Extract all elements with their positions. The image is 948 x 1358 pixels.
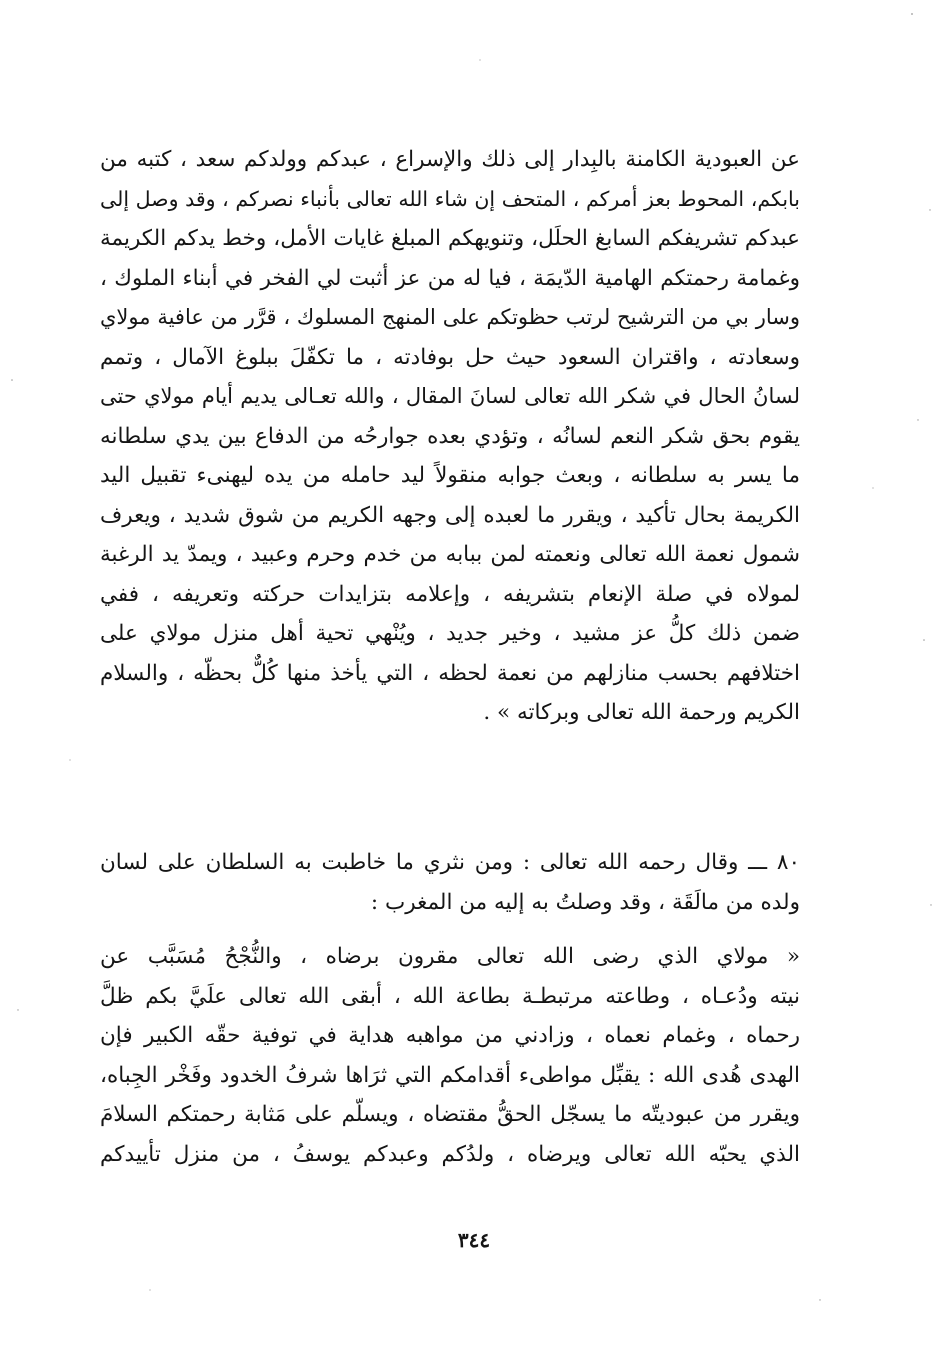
letter-paragraph (100, 140, 800, 733)
text-line: وغمامة رحمتكم الهامية الدّيمَة ، فيا له من عز أثبت لي الفخر في أبناء الملوك ، (100, 265, 800, 291)
text-line: « مولاي الذي رضى الله تعالى مقرون برضاه ، والنُّجْحُ مُسَبَّب عن (100, 944, 800, 969)
text-line: ولده من مالَقَة ، وقد وصلتُ به إليه من المغرب : (370, 889, 800, 915)
text-line: لسانُ الحال في شكر الله تعالى لسانَ المقال ، والله تعـالى يديم أيام مولاي حتى (100, 384, 800, 408)
text-line: الذي يحبّه الله تعالى ويرضاه ، ولدُكم وعبدكم يوسفُ ، من منزل تأييدكم (100, 1141, 800, 1167)
text-line: الهدى هُدى الله : يقبِّل مواطىء أقدامكم التي ثرَاها شرفُ الخدود وفَخْر الجِباه، (100, 1062, 800, 1088)
text-line: شمول نعمة الله تعالى ونعمته لمن ببابه من خدم وحرم وعبيد ، ويمدّ يد الرغبة (100, 542, 800, 567)
text-line: وسعادته ، واقتران السعود حيث حل بوفادته ، ما تكفّلَ ببلوغ الآمال ، وتمم (100, 344, 800, 370)
page-number: ٣٤٤ (457, 1228, 491, 1252)
text-line: ٨٠ ـــ وقال رحمه الله تعالى : ومن نثري ما خاطبت به السلطان على لسان (100, 850, 800, 875)
section-80-heading (100, 843, 800, 922)
text-line: بابكم، المحوط بعز أمركم ، المتحف إن شاء الله تعالى بأنباء نصركم ، وقد وصل إلى (100, 186, 800, 211)
text-line: عبدكم تشريفكم السابغ الحلَل، وتنويهكم المبلغ غايات الأمل، وخط يدكم الكريمة (100, 226, 800, 251)
text-line: وسار بي من الترشيح لرتب حظوتكم على المنهج المسلوك ، قرَّر من عافية مولاي (100, 305, 800, 329)
letter-paragraph (100, 937, 800, 1174)
text-line: الكريمة بحال تأكيد ، ويقرر ما لعبده إلى وجهه الكريم من شوق شديد ، ويعرف (100, 502, 800, 528)
text-line: رحماه ، وغمام نعماه ، وزادني من مواهبه هداية في توفية حقّه الكبير فإن (100, 1023, 800, 1048)
text-line: لمولاه في صلة الإنعام بتشريفه ، وإعلامه بتزايدات حركته وتعريفه ، ففي (100, 581, 800, 607)
text-line: ما يسر به سلطانه ، وبعث جوابه منقولاً ليد حامله من يده ليهنىء تقبيل اليد (100, 463, 800, 488)
text-line: عن العبودية الكامنة بالبِدار إلى ذلك والإسراع ، عبدكم وولدكم سعد ، كتبه من (100, 147, 800, 172)
text-line: يقوم بحق شكر النعم لسانُه ، وتؤدي بعده جوارحُه من الدفاع بين يدي سلطانه (100, 423, 800, 449)
text-line: اختلافهم بحسب منازلهم من نعمة لحظه ، التي يأخذ منها كُلٌّ بحظّه ، والسلام (100, 660, 800, 686)
text-line: ويقرر من عبوديتّه ما يسجّل الحقُّ مقتضاه ، ويسلّم على مَثابة رحمتكم السلامَ (100, 1102, 800, 1127)
text-line: نيته ودُعـاه ، وطاعته مرتبطـة بطاعة الله ، أبقى الله تعالى علَيَّ بكم ظلَّ (100, 983, 800, 1009)
text-line: ضمن ذلك كلُّ عز مشيد ، وخير جديد ، ويُنْهي تحية أهل منزل مولاي على (100, 621, 800, 646)
text-line: الكريم ورحمة الله تعالى وبركاته » . (483, 700, 800, 725)
